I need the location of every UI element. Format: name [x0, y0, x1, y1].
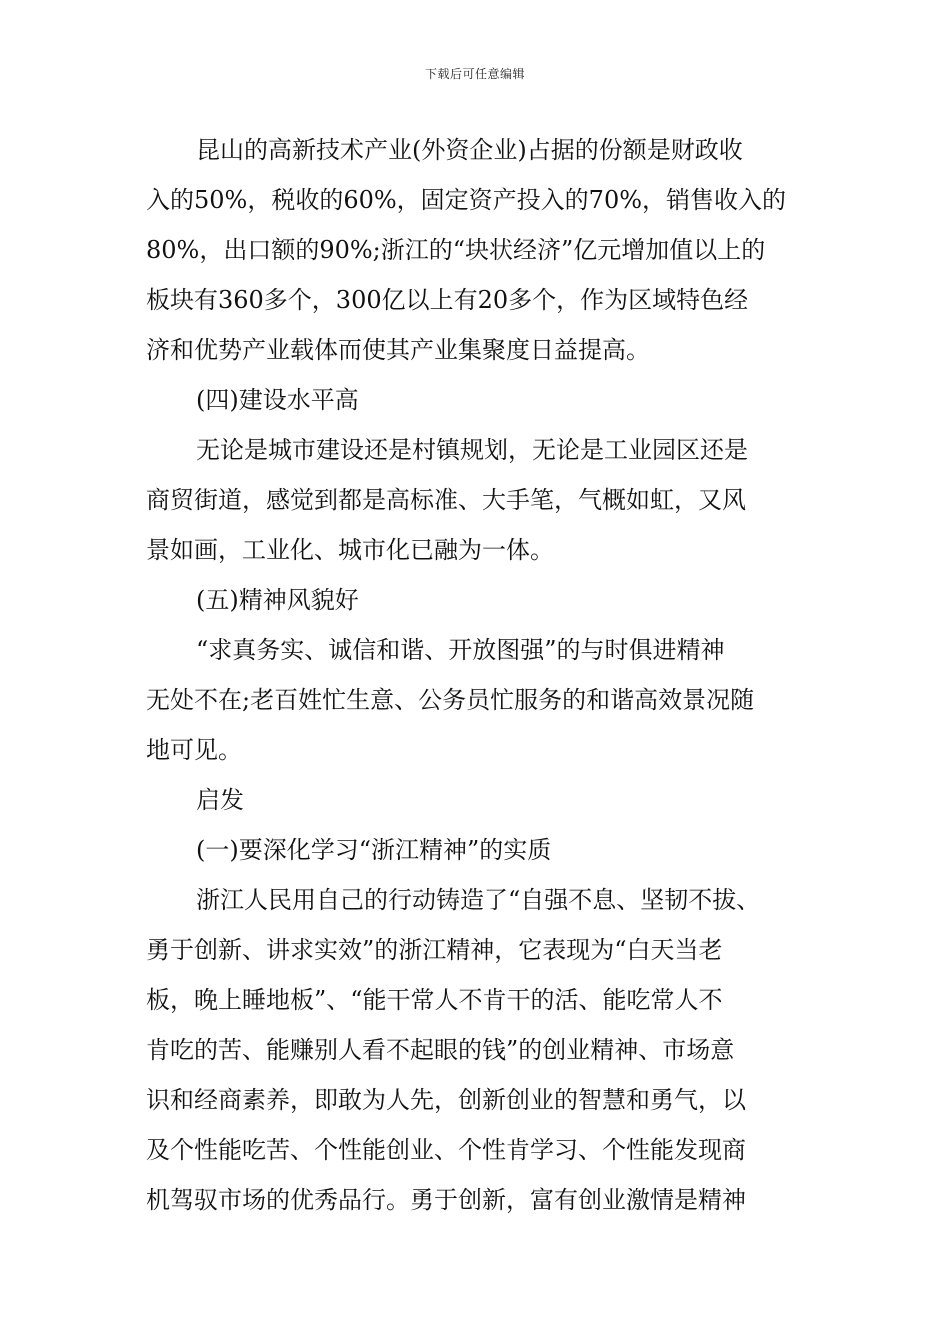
text-line: (四)建设水平高 — [196, 386, 359, 414]
text-line: 勇于创新、讲求实效”的浙江精神，它表现为“白天当老 — [146, 936, 723, 964]
text-line: 板块有360多个，300亿以上有20多个，作为区域特色经 — [146, 286, 749, 314]
page-header: 下载后可任意编辑 — [424, 67, 525, 81]
text-line: 肯吃的苦、能赚别人看不起眼的钱”的创业精神、市场意 — [146, 1036, 735, 1064]
text-line: 入的50%，税收的60%，固定资产投入的70%，销售收入的 — [146, 186, 787, 214]
text-line: 浙江人民用自己的行动铸造了“自强不息、坚韧不拔、 — [196, 886, 761, 914]
text-line: 及个性能吃苦、个性能创业、个性肯学习、个性能发现商 — [146, 1136, 746, 1164]
text-line: 机驾驭市场的优秀品行。勇于创新，富有创业激情是精神 — [146, 1186, 746, 1214]
text-line: (一)要深化学习“浙江精神”的实质 — [196, 836, 552, 864]
text-line: 无处不在;老百姓忙生意、公务员忙服务的和谐高效景况随 — [146, 686, 755, 714]
text-line: 昆山的高新技术产业(外资企业)占据的份额是财政收 — [196, 136, 743, 164]
text-line: 景如画，工业化、城市化已融为一体。 — [146, 536, 554, 564]
text-line: 板，晚上睡地板”、“能干常人不肯干的活、能吃常人不 — [146, 986, 723, 1014]
text-line: 商贸街道，感觉到都是高标准、大手笔，气概如虹，又风 — [146, 486, 746, 514]
body-text — [146, 125, 806, 1225]
text-line: 80%，出口额的90%;浙江的“块状经济”亿元增加值以上的 — [146, 236, 766, 264]
text-line: “求真务实、诚信和谐、开放图强”的与时俱进精神 — [196, 636, 725, 664]
text-line: 地可见。 — [146, 736, 242, 764]
text-line: (五)精神风貌好 — [196, 586, 359, 614]
text-line: 济和优势产业载体而使其产业集聚度日益提高。 — [146, 336, 650, 364]
text-line: 无论是城市建设还是村镇规划，无论是工业园区还是 — [196, 436, 748, 464]
text-line: 启发 — [196, 786, 244, 814]
text-line: 识和经商素养，即敢为人先，创新创业的智慧和勇气，以 — [146, 1086, 746, 1114]
